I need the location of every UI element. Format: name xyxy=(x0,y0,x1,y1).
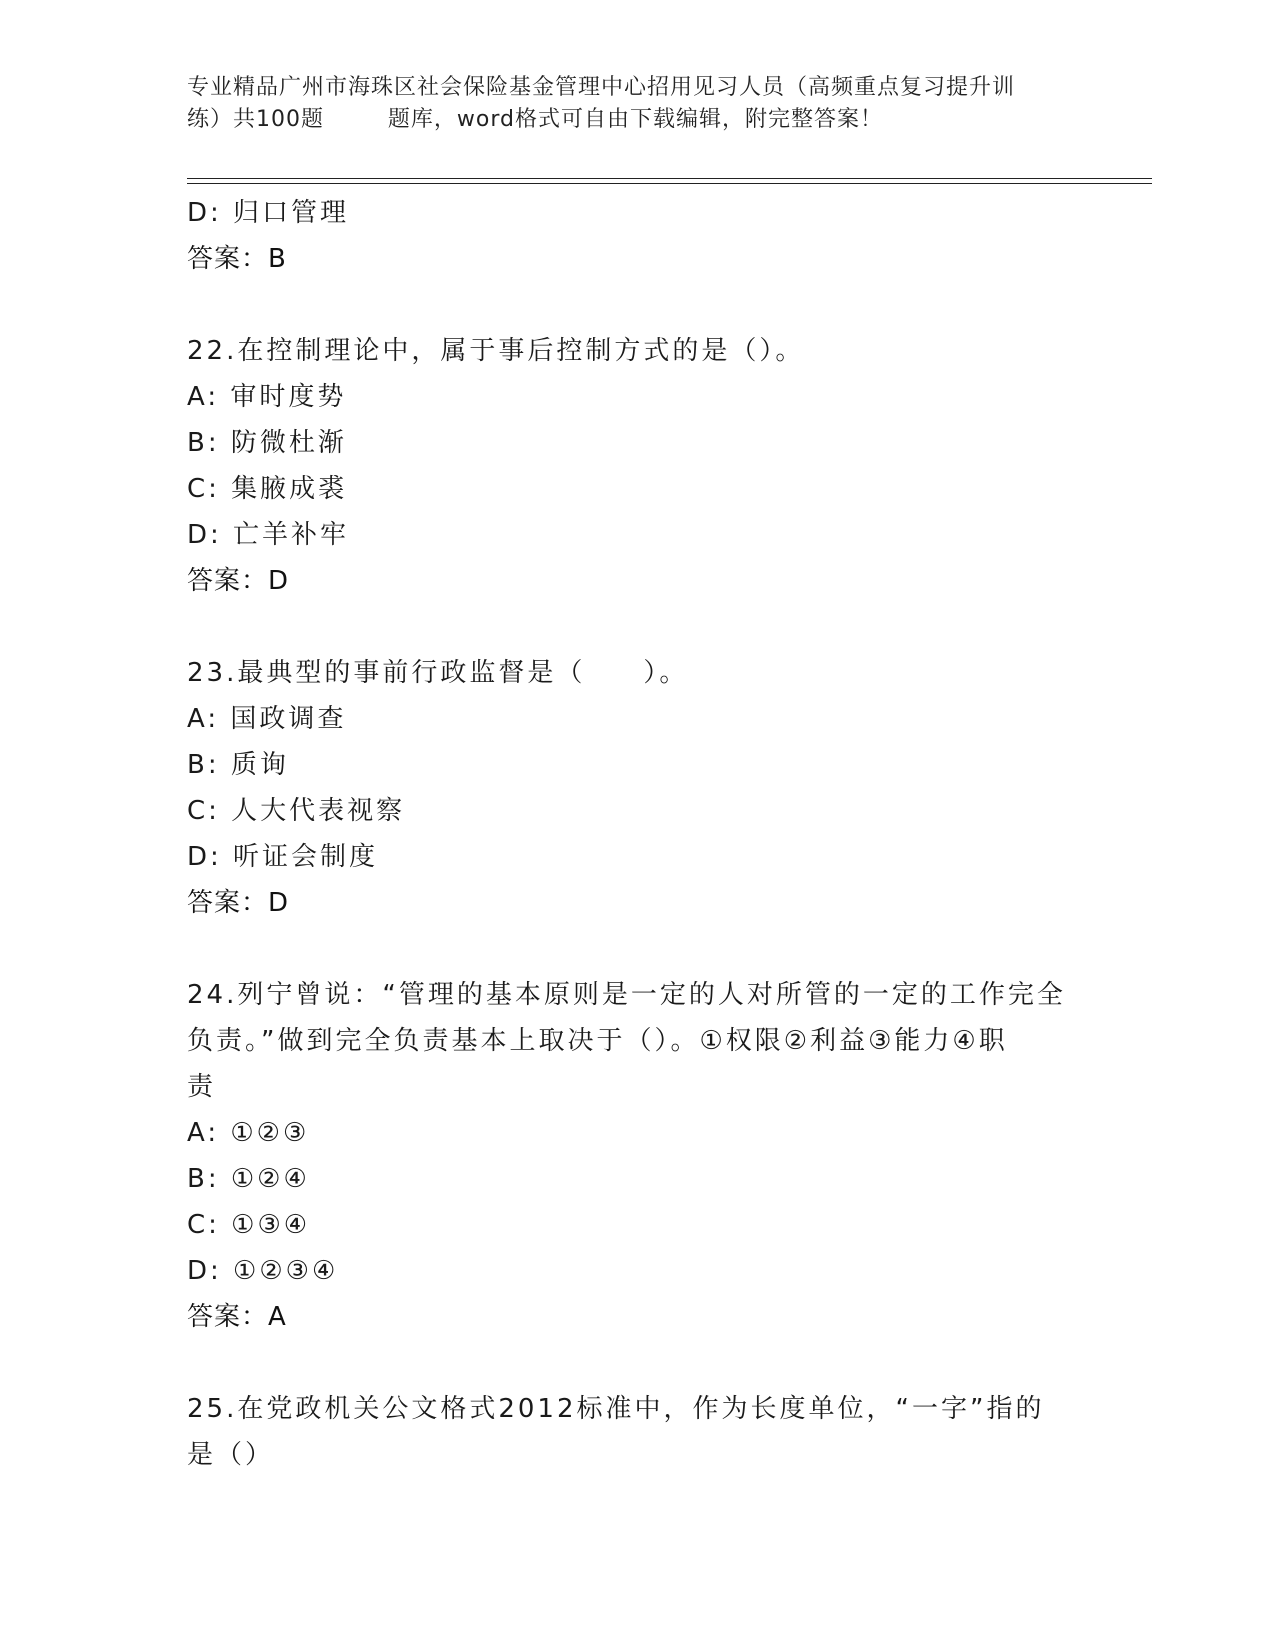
question-stem-line-2: 负责。”做到完全负责基本上取决于（）。①权限②利益③能力④职 xyxy=(187,1026,1008,1056)
question-22 xyxy=(187,328,1087,604)
option-c: C: ①③④ xyxy=(187,1210,311,1240)
answer-line: 答案：D xyxy=(187,888,290,918)
question-stem-line-1: 25.在党政机关公文格式2012标准中，作为长度单位，“一字”指的 xyxy=(187,1394,1045,1424)
previous-question-tail xyxy=(187,190,1087,282)
question-stem: 22.在控制理论中，属于事后控制方式的是（）。 xyxy=(187,336,805,366)
header-title-line-2: 练）共100题 题库，word格式可自由下载编辑，附完整答案！ xyxy=(187,107,884,132)
question-stem-line-2: 是（） xyxy=(187,1440,275,1470)
answer-line: 答案：B xyxy=(187,244,287,274)
option-c: C: 集腋成裘 xyxy=(187,474,348,504)
question-stem-line-3: 责 xyxy=(187,1072,217,1102)
question-list xyxy=(187,190,1087,1478)
question-25 xyxy=(187,1386,1087,1478)
question-stem: 23.最典型的事前行政监督是（ ）。 xyxy=(187,658,689,688)
option-a: A: 审时度势 xyxy=(187,382,347,412)
option-b: B: 防微杜渐 xyxy=(187,428,347,458)
header-divider-bottom xyxy=(187,183,1152,184)
answer-line: 答案：A xyxy=(187,1302,287,1332)
option-d: D: 归口管理 xyxy=(187,198,350,228)
option-a: A: ①②③ xyxy=(187,1118,310,1148)
option-b: B: ①②④ xyxy=(187,1164,310,1194)
header-title-line-1: 专业精品广州市海珠区社会保险基金管理中心招用见习人员（高频重点复习提升训 xyxy=(187,75,1016,100)
option-c: C: 人大代表视察 xyxy=(187,796,406,826)
option-a: A: 国政调查 xyxy=(187,704,347,734)
page-header xyxy=(187,72,1087,136)
option-d: D: ①②③④ xyxy=(187,1256,339,1286)
answer-line: 答案：D xyxy=(187,566,290,596)
question-stem-line-1: 24.列宁曾说：“管理的基本原则是一定的人对所管的一定的工作完全 xyxy=(187,980,1066,1010)
option-b: B: 质询 xyxy=(187,750,289,780)
option-d: D: 听证会制度 xyxy=(187,842,379,872)
question-24 xyxy=(187,972,1087,1340)
question-23 xyxy=(187,650,1087,926)
header-divider-top xyxy=(187,178,1152,179)
option-d: D: 亡羊补牢 xyxy=(187,520,350,550)
